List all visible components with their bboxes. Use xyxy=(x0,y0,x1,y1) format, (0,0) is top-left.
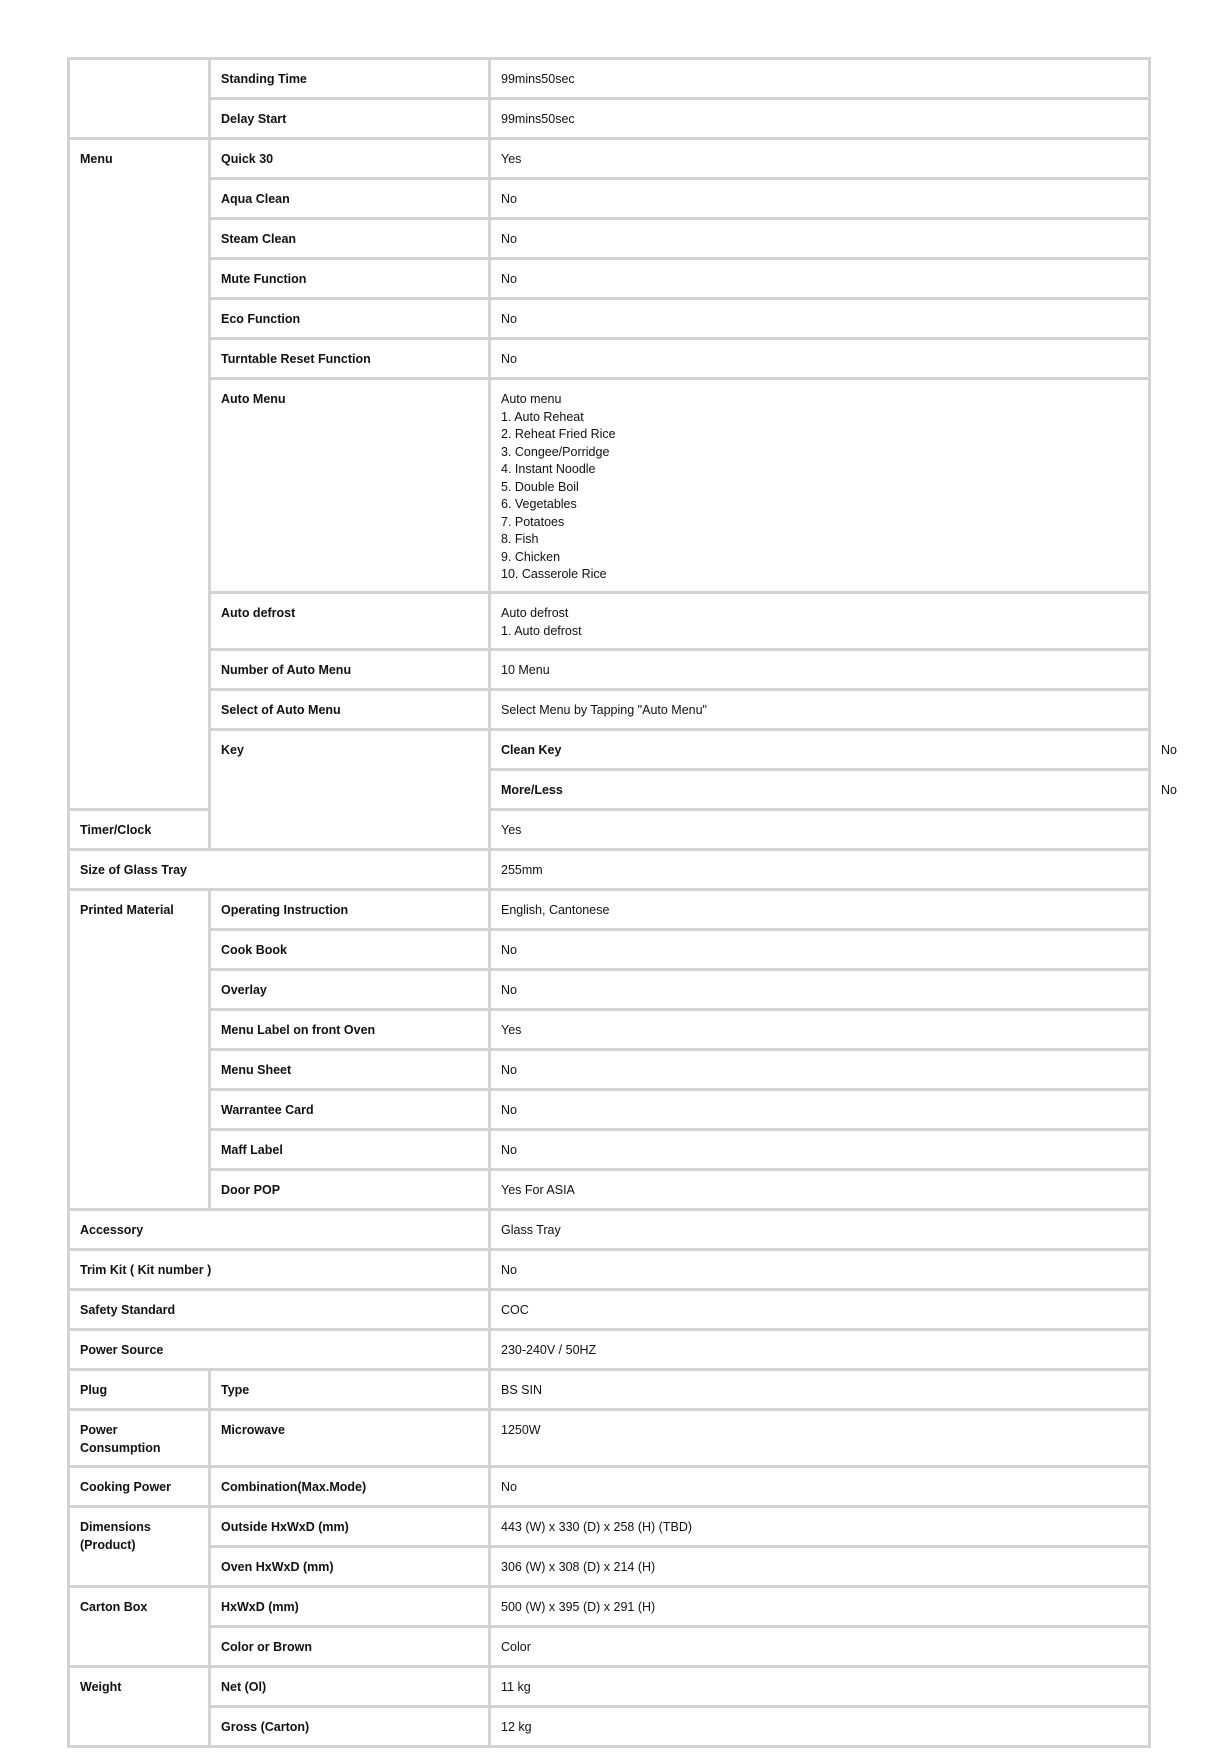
spec-value xyxy=(491,1548,1151,1588)
spec-value-line: Color xyxy=(501,1640,531,1654)
spec-value-line: 99mins50sec xyxy=(501,112,575,126)
spec-value-line: Select Menu by Tapping "Auto Menu" xyxy=(501,703,707,717)
spec-value xyxy=(491,180,1151,220)
spec-value-line: Yes xyxy=(501,152,522,166)
spec-value xyxy=(491,651,1151,691)
table-row xyxy=(70,1051,1151,1091)
table-row xyxy=(70,220,1151,260)
spec-value xyxy=(491,1588,1151,1628)
table-row xyxy=(70,1468,1151,1508)
spec-category-line: Power xyxy=(80,1423,118,1437)
spec-feature: Timer/Clock xyxy=(70,811,211,851)
spec-category xyxy=(70,1411,211,1468)
spec-value-line: 255mm xyxy=(501,863,543,877)
spec-category-line: (Product) xyxy=(80,1537,136,1552)
table-row xyxy=(70,1708,1151,1748)
spec-value-line: English, Cantonese xyxy=(501,903,610,917)
spec-value xyxy=(491,100,1151,140)
spec-value-line: 1250W xyxy=(501,1423,541,1437)
spec-value-line: No xyxy=(501,1480,517,1494)
spec-value xyxy=(491,1411,1151,1468)
spec-value xyxy=(491,220,1151,260)
table-row xyxy=(70,1588,1151,1628)
spec-value-line: No xyxy=(501,1143,517,1157)
table-row xyxy=(70,1251,1151,1291)
spec-value xyxy=(491,891,1151,931)
spec-feature: Combination(Max.Mode) xyxy=(211,1468,491,1508)
spec-feature: Number of Auto Menu xyxy=(211,651,491,691)
spec-value-line: Yes xyxy=(501,1023,522,1037)
spec-value-line: 10 Menu xyxy=(501,663,550,677)
spec-value-line: 5. Double Boil xyxy=(501,479,579,494)
spec-feature: Aqua Clean xyxy=(211,180,491,220)
spec-value xyxy=(491,1331,1151,1371)
table-row: More/Less No xyxy=(70,771,1151,811)
spec-category: Carton Box xyxy=(70,1588,211,1668)
spec-feature: Color or Brown xyxy=(211,1628,491,1668)
spec-feature: Net (Ol) xyxy=(211,1668,491,1708)
spec-feature: Door POP xyxy=(211,1171,491,1211)
table-row xyxy=(70,340,1151,380)
table-row xyxy=(70,1371,1151,1411)
spec-value-line: 4. Instant Noodle xyxy=(501,462,596,476)
spec-value-line: Glass Tray xyxy=(501,1223,561,1237)
table-row xyxy=(70,1131,1151,1171)
table-row xyxy=(70,971,1151,1011)
spec-value xyxy=(491,60,1151,100)
table-row xyxy=(70,1508,1151,1548)
table-row xyxy=(70,180,1151,220)
spec-value xyxy=(491,691,1151,731)
spec-feature: Menu Sheet xyxy=(211,1051,491,1091)
spec-value-line: 6. Vegetables xyxy=(501,497,577,511)
spec-category: Cooking Power xyxy=(70,1468,211,1508)
table-row xyxy=(70,300,1151,340)
spec-value xyxy=(491,851,1151,891)
spec-value xyxy=(491,811,1151,851)
spec-category: Key xyxy=(211,731,491,851)
spec-category xyxy=(70,60,211,140)
table-row xyxy=(70,1011,1151,1051)
table-row xyxy=(70,931,1151,971)
table-row xyxy=(70,1331,1151,1371)
spec-value xyxy=(491,260,1151,300)
table-row xyxy=(70,891,1151,931)
spec-value-line: No xyxy=(501,272,517,286)
spec-feature: Eco Function xyxy=(211,300,491,340)
spec-value-line: 230-240V / 50HZ xyxy=(501,1343,597,1357)
table-row xyxy=(70,1171,1151,1211)
table-row xyxy=(70,1628,1151,1668)
spec-value xyxy=(491,1628,1151,1668)
spec-value xyxy=(491,1668,1151,1708)
spec-feature: Warrantee Card xyxy=(211,1091,491,1131)
spec-feature: Turntable Reset Function xyxy=(211,340,491,380)
spec-feature: Steam Clean xyxy=(211,220,491,260)
spec-feature: Delay Start xyxy=(211,100,491,140)
spec-value xyxy=(491,594,1151,651)
spec-feature: Operating Instruction xyxy=(211,891,491,931)
spec-table-body xyxy=(70,60,1177,1748)
spec-category: Plug xyxy=(70,1371,211,1411)
table-row xyxy=(70,1211,1151,1251)
spec-value-line: 1. Auto Reheat xyxy=(501,409,584,424)
spec-value-line: No xyxy=(501,312,517,326)
spec-feature: Auto Menu xyxy=(211,380,491,594)
spec-value xyxy=(491,1291,1151,1331)
spec-value-line: 3. Congee/Porridge xyxy=(501,444,610,459)
table-row xyxy=(70,651,1151,691)
spec-value xyxy=(491,1011,1151,1051)
spec-value-line: Yes For ASIA xyxy=(501,1183,575,1197)
table-row xyxy=(70,691,1151,731)
table-row xyxy=(70,140,1151,180)
spec-feature: HxWxD (mm) xyxy=(211,1588,491,1628)
spec-value xyxy=(491,971,1151,1011)
spec-category-line: Consumption xyxy=(80,1440,161,1455)
spec-feature: Clean Key xyxy=(491,731,1151,771)
table-row xyxy=(70,100,1151,140)
spec-feature: Type xyxy=(211,1371,491,1411)
table-row xyxy=(70,1668,1151,1708)
spec-feature: Auto defrost xyxy=(211,594,491,651)
spec-value-line: No xyxy=(501,352,517,366)
spec-value xyxy=(491,1468,1151,1508)
spec-value xyxy=(491,380,1151,594)
spec-feature: Microwave xyxy=(211,1411,491,1468)
spec-value xyxy=(491,300,1151,340)
spec-value-line: 500 (W) x 395 (D) x 291 (H) xyxy=(501,1600,656,1614)
spec-category xyxy=(70,1508,211,1588)
spec-value xyxy=(491,1051,1151,1091)
spec-value xyxy=(491,1251,1151,1291)
table-row xyxy=(70,1411,1151,1468)
spec-value xyxy=(491,1091,1151,1131)
spec-value xyxy=(491,1708,1151,1748)
spec-value-line: 1. Auto defrost xyxy=(501,623,582,638)
spec-value-line: No xyxy=(501,943,517,957)
spec-value xyxy=(491,140,1151,180)
spec-category: Trim Kit ( Kit number ) xyxy=(70,1251,491,1291)
spec-feature: Select of Auto Menu xyxy=(211,691,491,731)
spec-table xyxy=(67,57,1177,1748)
spec-feature: Oven HxWxD (mm) xyxy=(211,1548,491,1588)
spec-value-line: 10. Casserole Rice xyxy=(501,567,607,581)
spec-value xyxy=(491,1371,1151,1411)
spec-value xyxy=(491,340,1151,380)
table-row xyxy=(70,1091,1151,1131)
spec-category: Weight xyxy=(70,1668,211,1748)
spec-value-line: Yes xyxy=(501,823,522,837)
spec-value-line: 12 kg xyxy=(501,1720,532,1734)
spec-value xyxy=(491,1211,1151,1251)
spec-feature: Outside HxWxD (mm) xyxy=(211,1508,491,1548)
spec-category: Size of Glass Tray xyxy=(70,851,491,891)
spec-value-line: 9. Chicken xyxy=(501,549,561,564)
spec-value xyxy=(491,931,1151,971)
spec-value xyxy=(491,1131,1151,1171)
spec-value-line: No xyxy=(501,1103,517,1117)
spec-value-line: No xyxy=(501,232,517,246)
spec-value-line: No xyxy=(501,192,517,206)
spec-value xyxy=(491,1508,1151,1548)
spec-feature: Quick 30 xyxy=(211,140,491,180)
spec-value-line: 99mins50sec xyxy=(501,72,575,86)
table-row xyxy=(70,260,1151,300)
spec-category-line: Dimensions xyxy=(80,1520,151,1534)
spec-value-line: No xyxy=(501,983,517,997)
table-row xyxy=(70,594,1151,651)
table-row xyxy=(70,380,1151,594)
spec-feature: Overlay xyxy=(211,971,491,1011)
spec-category: Accessory xyxy=(70,1211,491,1251)
table-row xyxy=(70,1291,1151,1331)
spec-feature: Menu Label on front Oven xyxy=(211,1011,491,1051)
spec-value-line: 11 kg xyxy=(501,1680,531,1694)
spec-feature: Mute Function xyxy=(211,260,491,300)
spec-feature: Maff Label xyxy=(211,1131,491,1171)
spec-value-line: 8. Fish xyxy=(501,532,539,546)
spec-feature: More/Less xyxy=(491,771,1151,811)
spec-value-line: 306 (W) x 308 (D) x 214 (H) xyxy=(501,1560,656,1574)
spec-value-line: 443 (W) x 330 (D) x 258 (H) (TBD) xyxy=(501,1520,693,1534)
spec-feature: Cook Book xyxy=(211,931,491,971)
spec-category: Menu xyxy=(70,140,211,811)
spec-feature: Standing Time xyxy=(211,60,491,100)
spec-category: Power Source xyxy=(70,1331,491,1371)
spec-value-line: Auto menu xyxy=(501,392,562,406)
spec-value-line: COC xyxy=(501,1303,529,1317)
spec-value-line: 7. Potatoes xyxy=(501,514,565,529)
spec-feature: Gross (Carton) xyxy=(211,1708,491,1748)
spec-value-line: Auto defrost xyxy=(501,606,569,620)
spec-category: Printed Material xyxy=(70,891,211,1211)
spec-value-line: No xyxy=(501,1263,517,1277)
spec-value-line: 2. Reheat Fried Rice xyxy=(501,427,616,441)
table-row xyxy=(70,851,1151,891)
spec-category: Safety Standard xyxy=(70,1291,491,1331)
table-row xyxy=(70,1548,1151,1588)
spec-value-line: BS SIN xyxy=(501,1383,542,1397)
table-row: Key Clean Key No xyxy=(70,731,1151,771)
table-row xyxy=(70,60,1151,100)
spec-value-line: No xyxy=(501,1063,517,1077)
spec-value xyxy=(491,1171,1151,1211)
